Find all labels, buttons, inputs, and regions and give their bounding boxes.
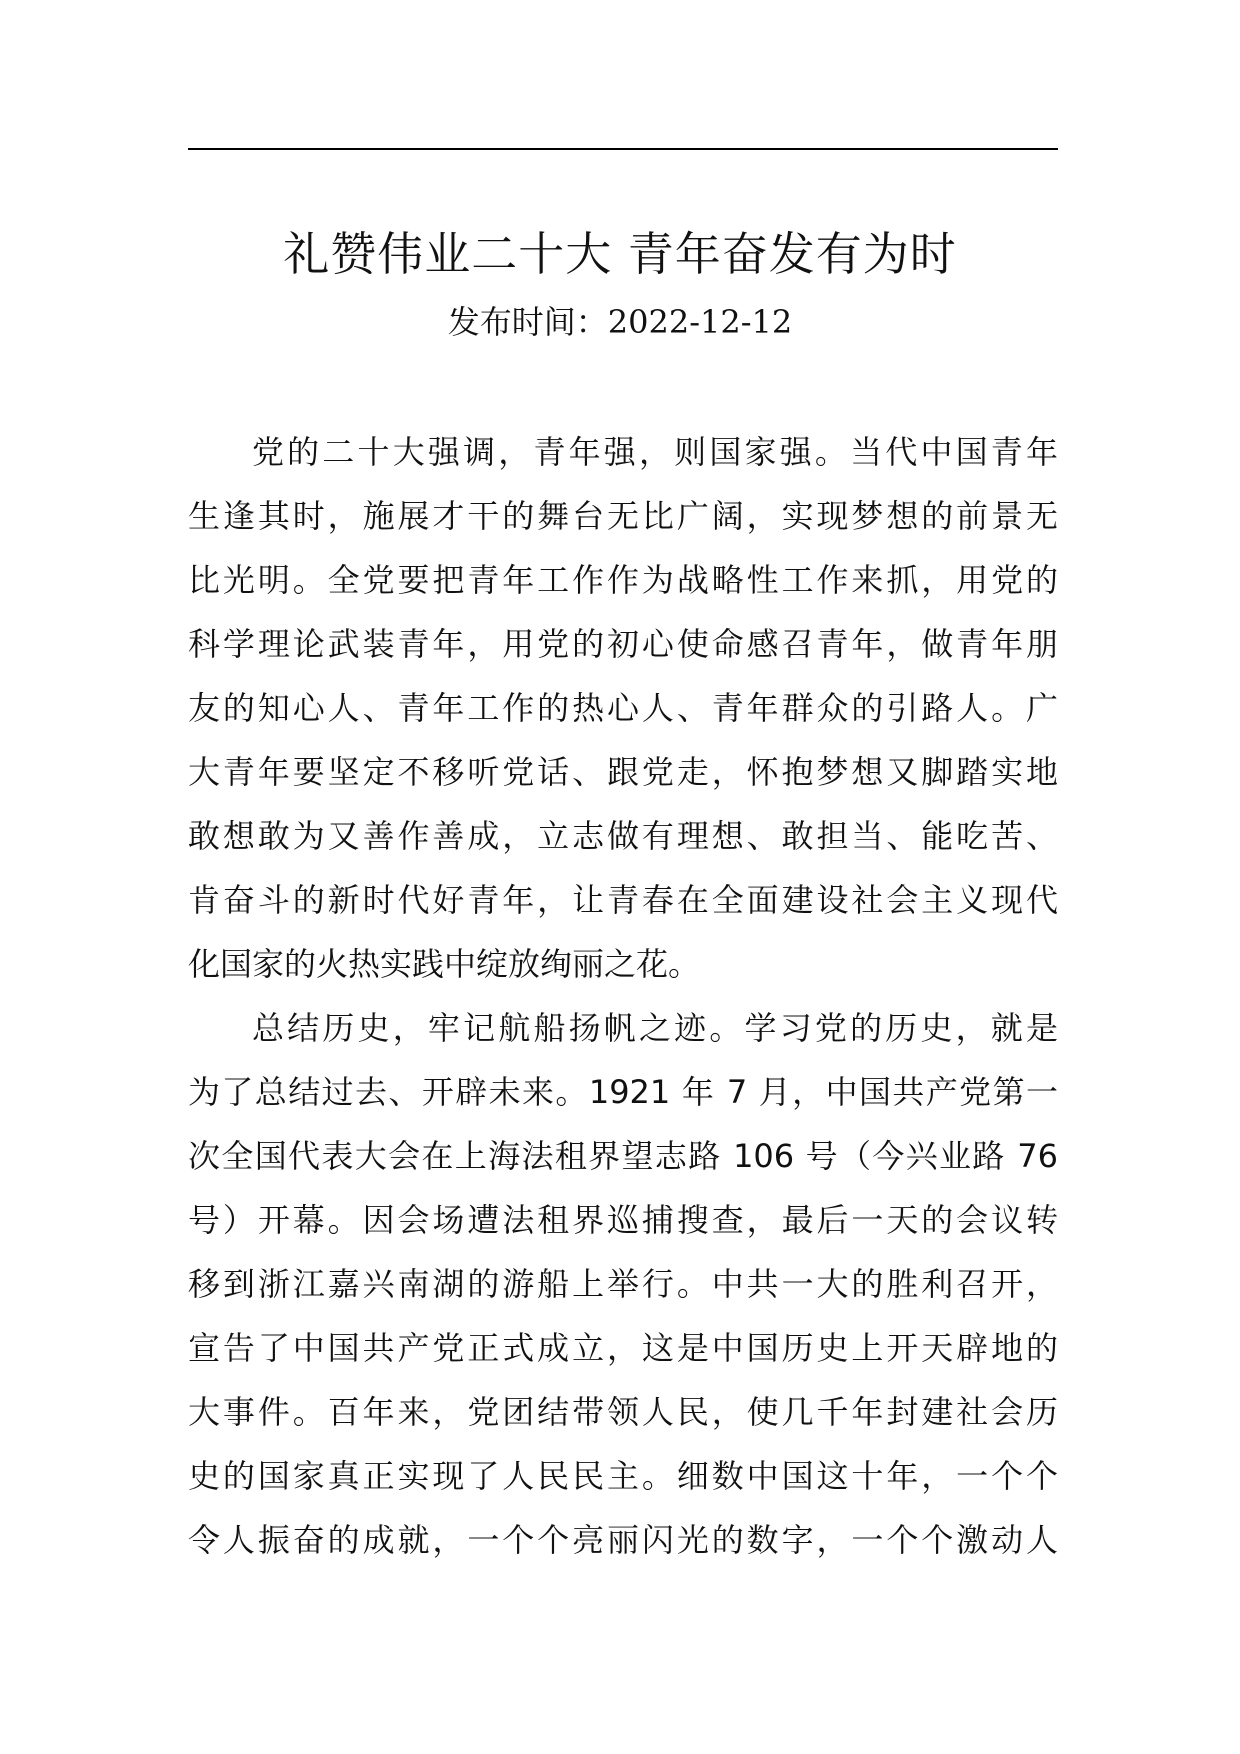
paragraph-2-line: 次全国代表大会在上海法租界望志路 106 号（今兴业路 76	[188, 1137, 1058, 1175]
paragraph-1-line: 友的知心人、青年工作的热心人、青年群众的引路人。广	[188, 689, 1058, 727]
paragraph-1-line: 生逢其时，施展才干的舞台无比广阔，实现梦想的前景无	[188, 497, 1058, 535]
paragraph-2-line: 为了总结过去、开辟未来。1921 年 7 月，中国共产党第一	[188, 1073, 1058, 1111]
paragraph-2-line: 总结历史，牢记航船扬帆之迹。学习党的历史，就是	[252, 1009, 1058, 1047]
paragraph-2-line: 大事件。百年来，党团结带领人民，使几千年封建社会历	[188, 1393, 1058, 1431]
paragraph-1-line: 党的二十大强调，青年强，则国家强。当代中国青年	[252, 433, 1058, 471]
article-body	[188, 420, 1058, 1572]
publish-date-value: 2022-12-12	[607, 303, 793, 341]
paragraph-2-line: 移到浙江嘉兴南湖的游船上举行。中共一大的胜利召开，	[188, 1265, 1058, 1303]
paragraph-1-line: 大青年要坚定不移听党话、跟党走，怀抱梦想又脚踏实地	[188, 753, 1058, 791]
paragraph-2-line: 宣告了中国共产党正式成立，这是中国历史上开天辟地的	[188, 1329, 1058, 1367]
paragraph-1-line: 敢想敢为又善作善成，立志做有理想、敢担当、能吃苦、	[188, 817, 1058, 855]
publish-date-line	[0, 298, 1240, 346]
paragraph-2-line: 令人振奋的成就，一个个亮丽闪光的数字，一个个激动人	[188, 1521, 1058, 1559]
paragraph-2-line: 史的国家真正实现了人民民主。细数中国这十年，一个个	[188, 1457, 1058, 1495]
paragraph-2-line: 号）开幕。因会场遭法租界巡捕搜查，最后一天的会议转	[188, 1201, 1058, 1239]
header-divider	[188, 148, 1058, 150]
paragraph-1-line: 科学理论武装青年，用党的初心使命感召青年，做青年朋	[188, 625, 1058, 663]
article-title: 礼赞伟业二十大 青年奋发有为时	[283, 227, 957, 281]
paragraph-1-line: 化国家的火热实践中绽放绚丽之花。	[188, 945, 701, 983]
paragraph-1-line: 比光明。全党要把青年工作作为战略性工作来抓，用党的	[188, 561, 1058, 599]
publish-date-label: 发布时间：	[447, 303, 608, 341]
paragraph-1-line: 肯奋斗的新时代好青年，让青春在全面建设社会主义现代	[188, 881, 1058, 919]
